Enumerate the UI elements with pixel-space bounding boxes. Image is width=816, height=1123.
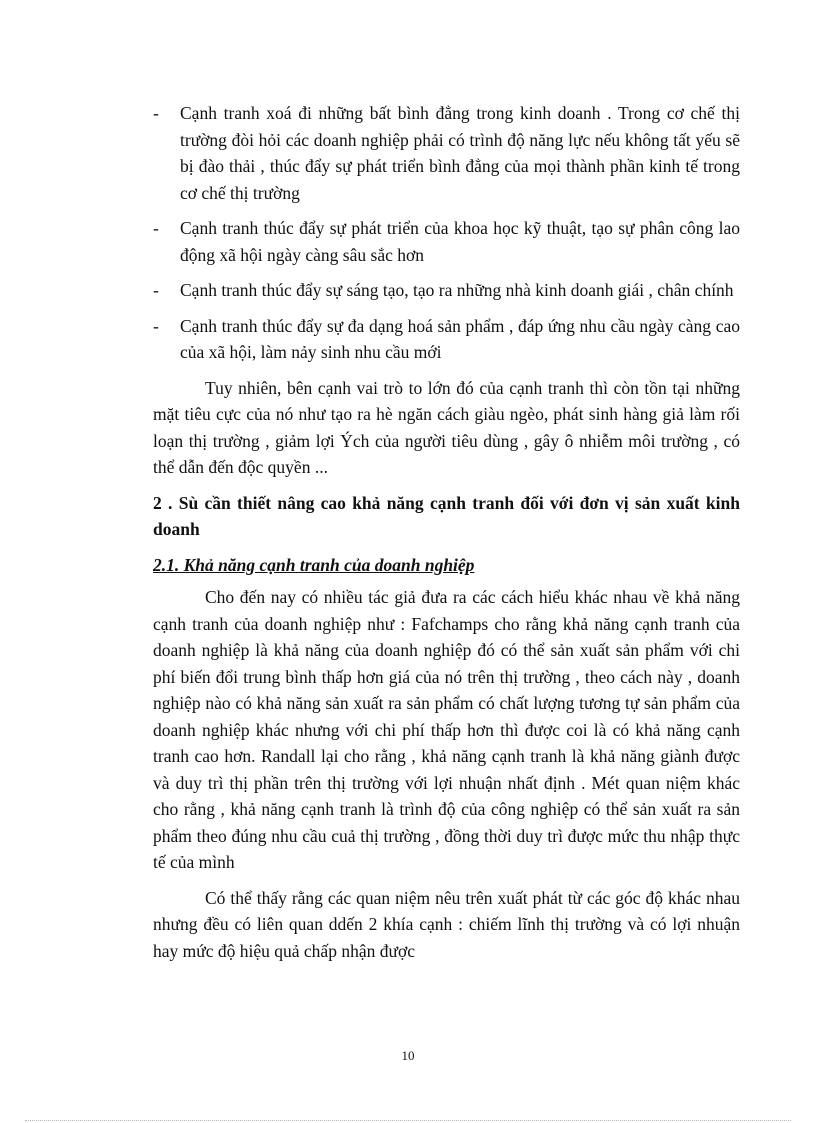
bullet-text: Cạnh tranh thúc đẩy sự phát triển của khoa học kỹ thuật, tạo sự phân công lao động xã hội ngày càng sâu sắc hơn [180,218,740,265]
bullet-text: Cạnh tranh thúc đẩy sự sáng tạo, tạo ra những nhà kinh doanh giái , chân chính [180,280,734,300]
page-body [153,100,740,973]
bullet-item [153,313,740,366]
bullet-item [153,100,740,206]
bullet-item [153,277,740,304]
bullet-dash: - [153,218,159,238]
bullet-dash: - [153,280,159,300]
bullet-dash: - [153,315,159,336]
footer-divider [25,1120,791,1121]
bullet-text: Cạnh tranh thúc đẩy sự đa dạng hoá sản phẩm , đáp ứng nhu cầu ngày càng cao của xã hội, làm nảy sinh nhu cầu mới [180,315,740,362]
bullet-item [153,215,740,268]
paragraph-negative-aspects: Tuy nhiên, bên cạnh vai trò to lớn đó của cạnh tranh thì còn tồn tại những mặt tiêu cực của nó như tạo ra hè ngăn cách giàu ngèo, phát sinh hàng giả làm rối loạn thị trường , giảm lợi Ých của người tiêu dùng , gây ô nhiễm môi trường , có thể dẫn đến độc quyền ... [153,377,740,477]
paragraph-competitiveness-definitions: Cho đến nay có nhiều tác giả đưa ra các cách hiểu khác nhau về khả năng cạnh tranh của doanh nghiệp như : Fafchamps cho rằng khả năng cạnh tranh của doanh nghiệp là khả năng của doanh nghiệp đó có thể sản xuất sản phẩm với chi phí biến đổi trung bình thấp hơn giá của nó trên thị trường , theo cách này , doanh nghiệp nào có khả năng sản xuất ra sản phẩm có chất lượng tương tự sản phẩm của doanh nghiệp khác nhưng với chi phí thấp hơn thì được coi là có khả năng cạnh tranh cao hơn. Randall lại cho rằng , khả năng cạnh tranh là khả năng giành được và duy trì thị phần trên thị trường với lợi nhuận nhất định . Mét quan niệm khác cho rằng , khả năng cạnh tranh là trình độ của công nghiệp có thể sản xuất ra sản phẩm theo đúng nhu cầu cuả thị trường , đồng thời duy trì được mức thu nhập thực tế của mình [153,587,740,872]
bullet-text: Cạnh tranh xoá đi những bất bình đẳng trong kinh doanh . Trong cơ chế thị trường đòi hỏi các doanh nghiệp phải có trình độ năng lực nếu không tất yếu sẽ bị đào thải , thúc đẩy sự phát triển bình đẳng của mọi thành phần kinh tế trong cơ chế thị trường [180,103,740,203]
section-heading-2: 2 . Sù cần thiết nâng cao khả năng cạnh tranh đối với đơn vị sản xuất kinh doanh [153,492,740,539]
paragraph-conclusion: Có thể thấy rằng các quan niệm nêu trên xuất phát từ các góc độ khác nhau nhưng đều có liên quan ddến 2 khía cạnh : chiếm lĩnh thị trường và có lợi nhuận hay mức độ hiệu quả chấp nhận được [153,887,740,961]
bullet-dash: - [153,103,159,123]
subsection-heading-2-1: 2.1. Khả năng cạnh tranh của doanh nghiệp [153,554,475,575]
page-number: 10 [401,1048,415,1063]
